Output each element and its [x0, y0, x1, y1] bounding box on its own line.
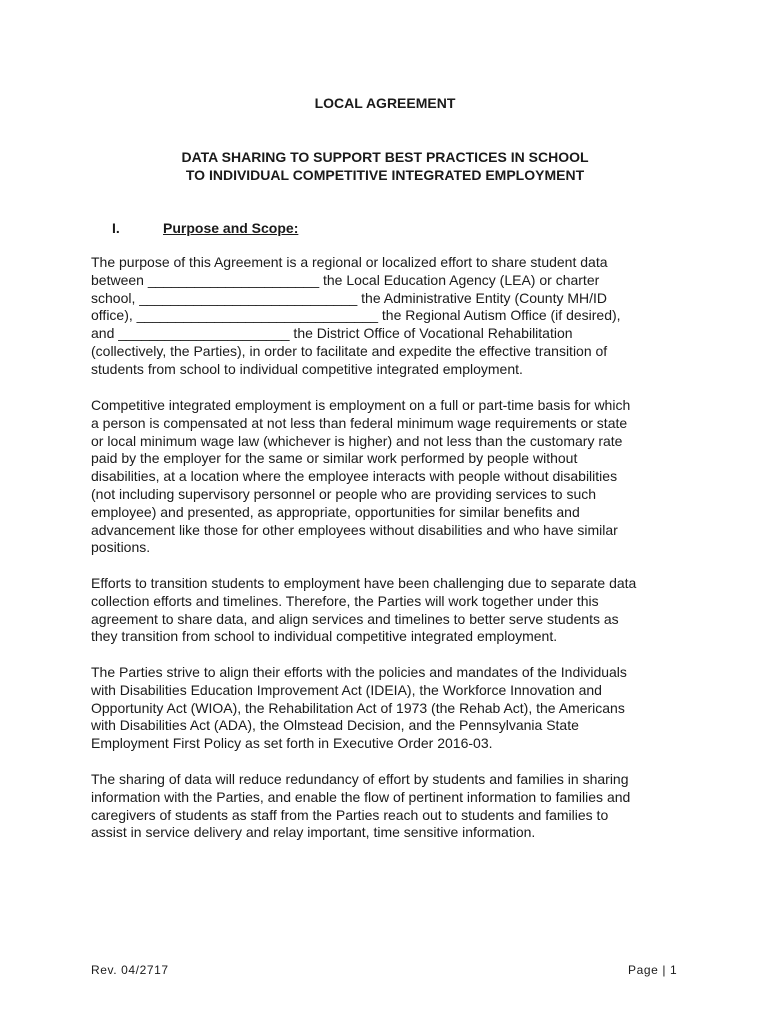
paragraph-line: The Parties strive to align their efforts with the policies and mandates of the Individuals [91, 664, 627, 680]
paragraph-line: with Disabilities Education Improvement Act (IDEIA), the Workforce Innovation and [91, 681, 602, 698]
paragraph-definition [91, 397, 691, 557]
paragraph-line: or local minimum wage law (whichever is higher) and not less than the customary rate [91, 432, 623, 449]
document-subtitle-line-2: TO INDIVIDUAL COMPETITIVE INTEGRATED EMPLOYMENT [185, 167, 585, 183]
paragraph-efforts [91, 575, 691, 646]
paragraph-line: a person is compensated at not less than federal minimum wage requirements or state [91, 414, 628, 431]
document-title: LOCAL AGREEMENT [314, 95, 456, 111]
footer-revision: Rev. 04/2717 [91, 963, 169, 977]
paragraph-line: Employment First Policy as set forth in Executive Order 2016-03. [91, 735, 493, 752]
paragraph-line: office), _______________________________ the Regional Autism Office (if desired), [91, 307, 621, 324]
paragraph-line: between ______________________ the Local Education Agency (LEA) or charter [91, 271, 600, 288]
paragraph-line: with Disabilities Act (ADA), the Olmstead Decision, and the Pennsylvania State [91, 717, 579, 734]
paragraph-line: disabilities, at a location where the employee interacts with people without disabilities [91, 468, 618, 485]
paragraph-line: they transition from school to individual competitive integrated employment. [91, 628, 558, 645]
paragraph-line: paid by the employer for the same or similar work performed by people without [91, 450, 578, 467]
paragraph-data-sharing [91, 771, 691, 842]
paragraph-line: school, ____________________________ the Administrative Entity (County MH/ID [91, 289, 608, 306]
footer-page-number: Page | 1 [628, 963, 678, 977]
paragraph-line: and ______________________ the District Office of Vocational Rehabilitation [91, 325, 573, 342]
paragraph-line: (collectively, the Parties), in order to facilitate and expedite the effective transition of [91, 342, 608, 359]
paragraph-line: information with the Parties, and enable the flow of pertinent information to families and [91, 788, 631, 805]
paragraph-line: advancement like those for other employees without disabilities and who have similar [91, 521, 618, 538]
paragraph-line: positions. [91, 539, 151, 556]
document-subtitle-line-1: DATA SHARING TO SUPPORT BEST PRACTICES IN SCHOOL [181, 149, 589, 165]
section-title: Purpose and Scope: [163, 220, 299, 236]
paragraph-line: students from school to individual competitive integrated employment. [91, 360, 523, 377]
paragraph-line: collection efforts and timelines. Therefore, the Parties will work together under this [91, 592, 599, 609]
paragraph-line: Competitive integrated employment is employment on a full or part-time basis for which [91, 397, 631, 413]
section-number: I. [112, 220, 120, 236]
paragraph-line: employee) and presented, as appropriate, opportunities for similar benefits and [91, 503, 580, 520]
paragraph-line: assist in service delivery and relay important, time sensitive information. [91, 824, 536, 841]
paragraph-policies [91, 664, 691, 753]
paragraph-line: caregivers of students as staff from the Parties reach out to students and families to [91, 806, 609, 823]
paragraph-line: The purpose of this Agreement is a regional or localized effort to share student data [91, 254, 608, 270]
paragraph-line: (not including supervisory personnel or people who are providing services to such [91, 485, 597, 502]
paragraph-line: Efforts to transition students to employment have been challenging due to separate data [91, 575, 637, 591]
paragraph-purpose [91, 254, 691, 379]
paragraph-line: Opportunity Act (WIOA), the Rehabilitation Act of 1973 (the Rehab Act), the Americans [91, 699, 625, 716]
paragraph-line: The sharing of data will reduce redundancy of effort by students and families in sharing [91, 771, 629, 787]
paragraph-line: agreement to share data, and align services and timelines to better serve students as [91, 610, 619, 627]
